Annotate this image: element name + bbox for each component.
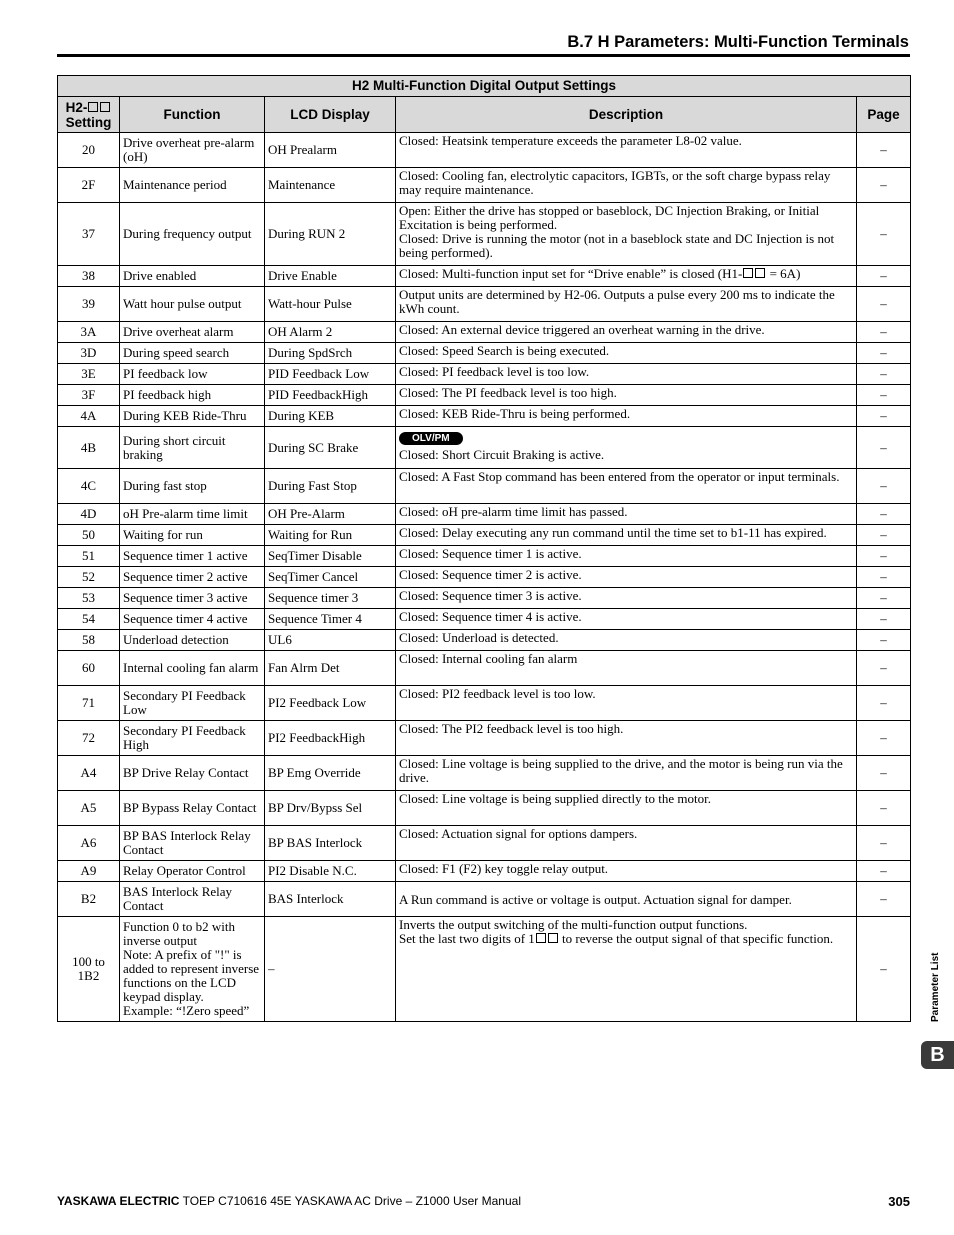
cell-page: –	[857, 385, 911, 406]
cell-lcd: PI2 FeedbackHigh	[265, 721, 396, 756]
cell-lcd: PID Feedback Low	[265, 364, 396, 385]
cell-page: –	[857, 861, 911, 882]
description-text: to reverse the output signal of that specific function.	[558, 931, 834, 946]
description-line: Closed: Short Circuit Braking is active.	[399, 447, 605, 462]
cell-description: Closed: oH pre-alarm time limit has passed.	[396, 504, 857, 525]
cell-lcd: –	[265, 917, 396, 1022]
cell-function: During speed search	[120, 343, 265, 364]
cell-function: BP Drive Relay Contact	[120, 756, 265, 791]
cell-function: PI feedback high	[120, 385, 265, 406]
table-row	[58, 826, 911, 861]
cell-page: –	[857, 504, 911, 525]
cell-function: Internal cooling fan alarm	[120, 651, 265, 686]
cell-description: Closed: Line voltage is being supplied to the drive, and the motor is being run via the drive.	[396, 756, 857, 791]
cell-page: –	[857, 791, 911, 826]
cell-description: A Run command is active or voltage is output. Actuation signal for damper.	[396, 882, 857, 917]
table-row	[58, 203, 911, 266]
cell-function: PI feedback low	[120, 364, 265, 385]
cell-setting: 53	[58, 588, 120, 609]
table-row	[58, 567, 911, 588]
cell-description: Closed: PI feedback level is too low.	[396, 364, 857, 385]
description-text: = 6A)	[766, 266, 801, 281]
cell-page: –	[857, 651, 911, 686]
cell-function: Maintenance period	[120, 168, 265, 203]
table-row	[58, 721, 911, 756]
cell-setting: 72	[58, 721, 120, 756]
cell-function: Sequence timer 3 active	[120, 588, 265, 609]
col-setting-suffix: Setting	[65, 114, 112, 130]
cell-page: –	[857, 525, 911, 546]
cell-setting: 4B	[58, 427, 120, 469]
cell-lcd: Drive Enable	[265, 266, 396, 287]
h2-output-settings-table	[57, 75, 911, 1022]
table-row	[58, 546, 911, 567]
cell-page: –	[857, 406, 911, 427]
cell-function: Drive enabled	[120, 266, 265, 287]
cell-setting: A4	[58, 756, 120, 791]
function-note: Note: A prefix of "!" is added to represent inverse functions on the LCD keypad display.	[123, 947, 260, 1004]
cell-page: –	[857, 364, 911, 385]
cell-setting: 3E	[58, 364, 120, 385]
cell-setting: 20	[58, 133, 120, 168]
table-row	[58, 385, 911, 406]
cell-setting: 52	[58, 567, 120, 588]
cell-lcd: BP Emg Override	[265, 756, 396, 791]
cell-setting: 51	[58, 546, 120, 567]
header-rule	[57, 54, 910, 57]
table-row	[58, 630, 911, 651]
col-setting	[58, 97, 120, 133]
cell-setting: 60	[58, 651, 120, 686]
cell-function: Secondary PI Feedback High	[120, 721, 265, 756]
table-row	[58, 525, 911, 546]
cell-lcd: BP Drv/Bypss Sel	[265, 791, 396, 826]
cell-setting: 58	[58, 630, 120, 651]
table-row	[58, 686, 911, 721]
cell-setting: 3D	[58, 343, 120, 364]
cell-lcd: PI2 Disable N.C.	[265, 861, 396, 882]
footer-brand: YASKAWA ELECTRIC	[57, 1194, 180, 1208]
cell-page: –	[857, 686, 911, 721]
table-row	[58, 882, 911, 917]
cell-description: Closed: Line voltage is being supplied directly to the motor.	[396, 791, 857, 826]
cell-function: Relay Operator Control	[120, 861, 265, 882]
cell-description: Output units are determined by H2-06. Outputs a pulse every 200 ms to indicate the kWh count.	[396, 287, 857, 322]
cell-lcd: Maintenance	[265, 168, 396, 203]
cell-function: Waiting for run	[120, 525, 265, 546]
table-row	[58, 756, 911, 791]
description-line: Open: Either the drive has stopped or baseblock, DC Injection Braking, or Initial Excitation is being performed.	[399, 203, 820, 232]
cell-description	[396, 427, 857, 469]
cell-lcd: PI2 Feedback Low	[265, 686, 396, 721]
cell-setting: 4C	[58, 469, 120, 504]
cell-page: –	[857, 826, 911, 861]
cell-function: Sequence timer 1 active	[120, 546, 265, 567]
cell-description: Closed: A Fast Stop command has been entered from the operator or input terminals.	[396, 469, 857, 504]
cell-function: Underload detection	[120, 630, 265, 651]
cell-description: Closed: Internal cooling fan alarm	[396, 651, 857, 686]
table-row	[58, 609, 911, 630]
table-row	[58, 504, 911, 525]
placeholder-box-icon	[100, 102, 110, 112]
cell-lcd: Sequence Timer 4	[265, 609, 396, 630]
description-line: Closed: Drive is running the motor (not in a baseblock state and DC Injection is not being performed).	[399, 231, 835, 260]
cell-page: –	[857, 609, 911, 630]
function-text: Function 0 to b2 with inverse output	[123, 919, 235, 948]
table-row	[58, 266, 911, 287]
cell-function: BAS Interlock Relay Contact	[120, 882, 265, 917]
cell-page: –	[857, 133, 911, 168]
cell-description: Closed: Cooling fan, electrolytic capacitors, IGBTs, or the soft charge bypass relay may require maintenance.	[396, 168, 857, 203]
cell-lcd: OH Alarm 2	[265, 322, 396, 343]
col-function: Function	[120, 97, 265, 133]
table-row	[58, 427, 911, 469]
col-page: Page	[857, 97, 911, 133]
cell-setting: A5	[58, 791, 120, 826]
footer-doc-title: TOEP C710616 45E YASKAWA AC Drive – Z1000 User Manual	[179, 1194, 521, 1208]
cell-lcd: BAS Interlock	[265, 882, 396, 917]
cell-lcd: Watt-hour Pulse	[265, 287, 396, 322]
table-row	[58, 322, 911, 343]
cell-page: –	[857, 917, 911, 1022]
cell-function: Sequence timer 4 active	[120, 609, 265, 630]
cell-lcd: During RUN 2	[265, 203, 396, 266]
description-line: Inverts the output switching of the multi-function output functions.	[399, 917, 748, 932]
cell-description: Closed: The PI2 feedback level is too high.	[396, 721, 857, 756]
cell-description: Closed: Sequence timer 2 is active.	[396, 567, 857, 588]
cell-page: –	[857, 588, 911, 609]
cell-function: During fast stop	[120, 469, 265, 504]
cell-description: Closed: PI2 feedback level is too low.	[396, 686, 857, 721]
table-row	[58, 364, 911, 385]
cell-page: –	[857, 287, 911, 322]
col-description: Description	[396, 97, 857, 133]
cell-lcd: During SpdSrch	[265, 343, 396, 364]
cell-page: –	[857, 427, 911, 469]
cell-description: Closed: An external device triggered an overheat warning in the drive.	[396, 322, 857, 343]
cell-lcd: Sequence timer 3	[265, 588, 396, 609]
cell-setting: 37	[58, 203, 120, 266]
cell-function: Watt hour pulse output	[120, 287, 265, 322]
side-tab-label: Parameter List	[930, 952, 941, 1022]
cell-page: –	[857, 756, 911, 791]
cell-lcd: During SC Brake	[265, 427, 396, 469]
cell-setting: 3A	[58, 322, 120, 343]
col-lcd-display: LCD Display	[265, 97, 396, 133]
description-text: Set the last two digits of 1	[399, 931, 535, 946]
table-row	[58, 791, 911, 826]
side-tab-letter: B	[921, 1041, 954, 1069]
function-example: Example: “!Zero speed”	[123, 1003, 250, 1018]
cell-lcd: Fan Alrm Det	[265, 651, 396, 686]
placeholder-box-icon	[743, 268, 753, 278]
cell-function: During KEB Ride-Thru	[120, 406, 265, 427]
cell-page: –	[857, 567, 911, 588]
cell-setting: A6	[58, 826, 120, 861]
cell-page: –	[857, 882, 911, 917]
cell-lcd: During Fast Stop	[265, 469, 396, 504]
table-row	[58, 651, 911, 686]
placeholder-box-icon	[548, 933, 558, 943]
cell-page: –	[857, 322, 911, 343]
cell-function: BP BAS Interlock Relay Contact	[120, 826, 265, 861]
cell-setting: 71	[58, 686, 120, 721]
cell-lcd: SeqTimer Disable	[265, 546, 396, 567]
cell-setting: 50	[58, 525, 120, 546]
cell-page: –	[857, 203, 911, 266]
table-row	[58, 406, 911, 427]
cell-description: Closed: Sequence timer 4 is active.	[396, 609, 857, 630]
cell-description: Closed: Sequence timer 3 is active.	[396, 588, 857, 609]
cell-setting: B2	[58, 882, 120, 917]
page-number: 305	[888, 1194, 910, 1209]
cell-function: Drive overheat pre-alarm (oH)	[120, 133, 265, 168]
cell-setting: 3F	[58, 385, 120, 406]
cell-lcd: UL6	[265, 630, 396, 651]
cell-page: –	[857, 168, 911, 203]
table-row	[58, 588, 911, 609]
cell-setting: 39	[58, 287, 120, 322]
cell-description	[396, 203, 857, 266]
cell-lcd: During KEB	[265, 406, 396, 427]
cell-setting: 2F	[58, 168, 120, 203]
cell-page: –	[857, 630, 911, 651]
cell-page: –	[857, 721, 911, 756]
cell-page: –	[857, 343, 911, 364]
cell-description	[396, 917, 857, 1022]
cell-description: Closed: KEB Ride-Thru is being performed.	[396, 406, 857, 427]
col-setting-prefix: H2-	[65, 99, 88, 115]
placeholder-box-icon	[536, 933, 546, 943]
table-row	[58, 917, 911, 1022]
table-row	[58, 168, 911, 203]
olv-pm-badge: OLV/PM	[399, 432, 463, 445]
table-row	[58, 469, 911, 504]
cell-function: During frequency output	[120, 203, 265, 266]
cell-description: Closed: The PI feedback level is too high.	[396, 385, 857, 406]
cell-lcd: BP BAS Interlock	[265, 826, 396, 861]
cell-function	[120, 917, 265, 1022]
cell-page: –	[857, 546, 911, 567]
cell-lcd: OH Prealarm	[265, 133, 396, 168]
cell-setting: 4D	[58, 504, 120, 525]
cell-description	[396, 266, 857, 287]
table-row	[58, 287, 911, 322]
cell-description: Closed: Delay executing any run command until the time set to b1-11 has expired.	[396, 525, 857, 546]
cell-lcd: Waiting for Run	[265, 525, 396, 546]
cell-setting: 100 to 1B2	[58, 917, 120, 1022]
cell-description: Closed: F1 (F2) key toggle relay output.	[396, 861, 857, 882]
cell-function: Sequence timer 2 active	[120, 567, 265, 588]
cell-lcd: SeqTimer Cancel	[265, 567, 396, 588]
cell-page: –	[857, 266, 911, 287]
description-text: Closed: Multi-function input set for “Drive enable” is closed (H1-	[399, 266, 743, 281]
section-title: B.7 H Parameters: Multi-Function Terminals	[567, 33, 909, 51]
cell-function: BP Bypass Relay Contact	[120, 791, 265, 826]
cell-function: Drive overheat alarm	[120, 322, 265, 343]
cell-description: Closed: Sequence timer 1 is active.	[396, 546, 857, 567]
cell-description: Closed: Actuation signal for options dampers.	[396, 826, 857, 861]
cell-function: oH Pre-alarm time limit	[120, 504, 265, 525]
description-line	[399, 932, 853, 946]
table-row	[58, 133, 911, 168]
page-footer	[57, 1194, 910, 1208]
cell-lcd: PID FeedbackHigh	[265, 385, 396, 406]
cell-description: Closed: Heatsink temperature exceeds the parameter L8-02 value.	[396, 133, 857, 168]
placeholder-box-icon	[755, 268, 765, 278]
table-row	[58, 343, 911, 364]
placeholder-box-icon	[88, 102, 98, 112]
cell-page: –	[857, 469, 911, 504]
cell-function: During short circuit braking	[120, 427, 265, 469]
table-caption: H2 Multi-Function Digital Output Settings	[58, 76, 911, 97]
cell-lcd: OH Pre-Alarm	[265, 504, 396, 525]
cell-setting: A9	[58, 861, 120, 882]
cell-description: Closed: Speed Search is being executed.	[396, 343, 857, 364]
table-row	[58, 861, 911, 882]
cell-setting: 38	[58, 266, 120, 287]
cell-description: Closed: Underload is detected.	[396, 630, 857, 651]
cell-setting: 4A	[58, 406, 120, 427]
cell-setting: 54	[58, 609, 120, 630]
cell-function: Secondary PI Feedback Low	[120, 686, 265, 721]
